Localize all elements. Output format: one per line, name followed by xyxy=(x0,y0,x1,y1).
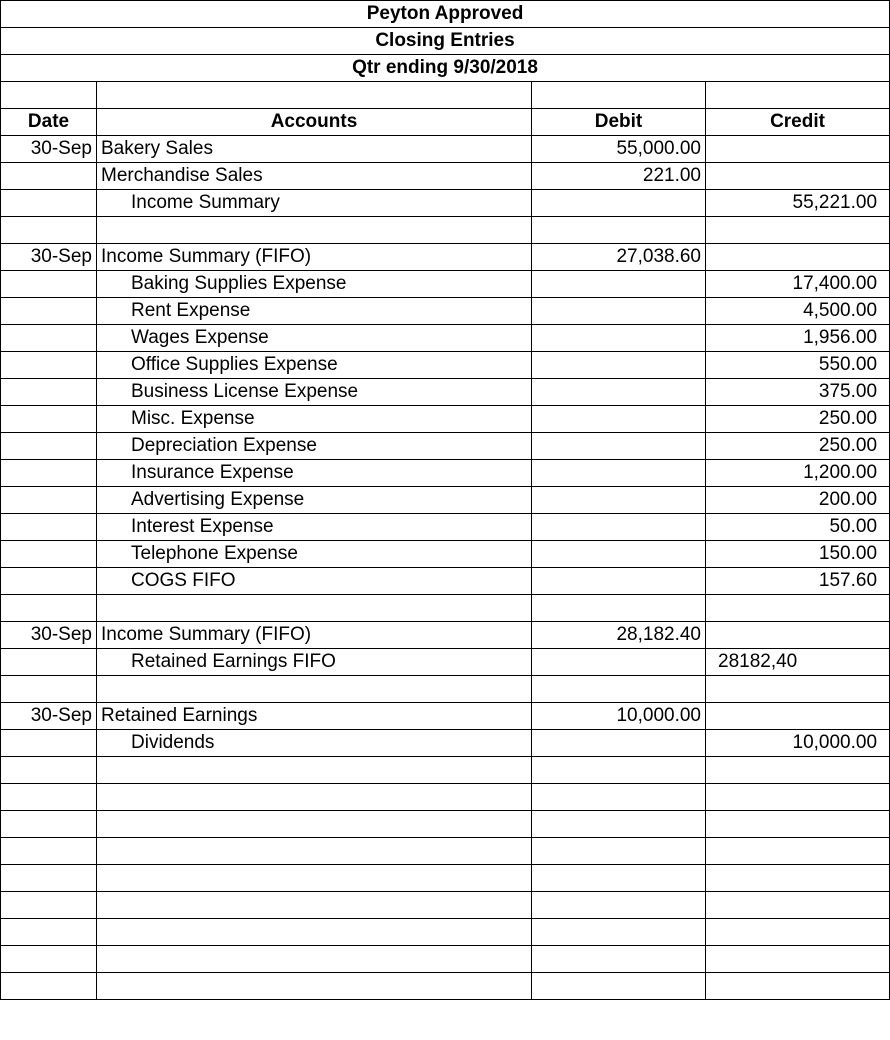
cell-date xyxy=(1,892,97,919)
cell-account xyxy=(97,217,532,244)
cell-debit: 221.00 xyxy=(532,163,706,190)
cell-date xyxy=(1,325,97,352)
cell-credit xyxy=(706,676,890,703)
cell-account: Merchandise Sales xyxy=(97,163,532,190)
cell-credit: 550.00 xyxy=(706,352,890,379)
cell-date xyxy=(1,811,97,838)
table-row xyxy=(1,919,890,946)
cell-debit xyxy=(532,973,706,1000)
cell-credit xyxy=(706,811,890,838)
cell-credit xyxy=(706,865,890,892)
cell-date xyxy=(1,541,97,568)
cell-credit xyxy=(706,703,890,730)
cell-credit: 200.00 xyxy=(706,487,890,514)
table-row xyxy=(1,973,890,1000)
title-row-company xyxy=(1,1,890,28)
table-row xyxy=(1,352,890,379)
journal-body xyxy=(1,1,890,1000)
cell-debit xyxy=(532,487,706,514)
cell-debit xyxy=(532,352,706,379)
spacer-cell xyxy=(97,82,532,109)
table-row xyxy=(1,190,890,217)
cell-account: Telephone Expense xyxy=(97,541,532,568)
cell-debit xyxy=(532,217,706,244)
cell-debit xyxy=(532,595,706,622)
cell-date xyxy=(1,973,97,1000)
period-title: Qtr ending 9/30/2018 xyxy=(1,55,890,82)
spacer-cell xyxy=(532,82,706,109)
cell-credit xyxy=(706,946,890,973)
table-row xyxy=(1,514,890,541)
cell-date xyxy=(1,298,97,325)
cell-debit xyxy=(532,946,706,973)
cell-credit: 55,221.00 xyxy=(706,190,890,217)
table-row xyxy=(1,757,890,784)
cell-credit: 17,400.00 xyxy=(706,271,890,298)
cell-credit xyxy=(706,136,890,163)
cell-account xyxy=(97,757,532,784)
cell-date xyxy=(1,568,97,595)
cell-date: 30-Sep xyxy=(1,703,97,730)
company-title: Peyton Approved xyxy=(1,1,890,28)
cell-credit xyxy=(706,838,890,865)
cell-credit xyxy=(706,784,890,811)
cell-account xyxy=(97,919,532,946)
cell-credit: 28182,40 xyxy=(706,649,890,676)
cell-credit xyxy=(706,973,890,1000)
cell-debit xyxy=(532,541,706,568)
cell-account xyxy=(97,946,532,973)
cell-debit xyxy=(532,271,706,298)
cell-credit: 10,000.00 xyxy=(706,730,890,757)
cell-account: Rent Expense xyxy=(97,298,532,325)
cell-credit: 150.00 xyxy=(706,541,890,568)
cell-debit xyxy=(532,568,706,595)
cell-debit xyxy=(532,514,706,541)
spacer-cell xyxy=(1,82,97,109)
cell-debit xyxy=(532,298,706,325)
cell-account xyxy=(97,865,532,892)
table-row xyxy=(1,433,890,460)
cell-date xyxy=(1,919,97,946)
cell-credit: 1,200.00 xyxy=(706,460,890,487)
cell-date xyxy=(1,352,97,379)
cell-date xyxy=(1,865,97,892)
cell-credit xyxy=(706,244,890,271)
table-row xyxy=(1,622,890,649)
table-row xyxy=(1,271,890,298)
cell-date xyxy=(1,946,97,973)
cell-date xyxy=(1,595,97,622)
table-row xyxy=(1,892,890,919)
column-header-debit: Debit xyxy=(532,109,706,136)
cell-debit: 10,000.00 xyxy=(532,703,706,730)
table-row xyxy=(1,244,890,271)
cell-credit: 250.00 xyxy=(706,406,890,433)
cell-credit xyxy=(706,892,890,919)
cell-debit xyxy=(532,811,706,838)
cell-credit: 375.00 xyxy=(706,379,890,406)
cell-credit: 1,956.00 xyxy=(706,325,890,352)
cell-date: 30-Sep xyxy=(1,622,97,649)
cell-account: Bakery Sales xyxy=(97,136,532,163)
table-row xyxy=(1,163,890,190)
table-row xyxy=(1,838,890,865)
cell-credit xyxy=(706,757,890,784)
cell-account: Retained Earnings xyxy=(97,703,532,730)
cell-account xyxy=(97,676,532,703)
table-row xyxy=(1,460,890,487)
cell-date xyxy=(1,730,97,757)
cell-account: Wages Expense xyxy=(97,325,532,352)
cell-debit xyxy=(532,784,706,811)
cell-debit: 55,000.00 xyxy=(532,136,706,163)
cell-account xyxy=(97,838,532,865)
cell-credit: 157.60 xyxy=(706,568,890,595)
cell-account: Advertising Expense xyxy=(97,487,532,514)
table-row xyxy=(1,379,890,406)
column-header-date: Date xyxy=(1,109,97,136)
cell-credit xyxy=(706,163,890,190)
cell-debit: 27,038.60 xyxy=(532,244,706,271)
cell-debit xyxy=(532,460,706,487)
spacer-row xyxy=(1,82,890,109)
cell-date xyxy=(1,676,97,703)
cell-debit xyxy=(532,919,706,946)
table-row xyxy=(1,406,890,433)
table-row xyxy=(1,784,890,811)
table-row xyxy=(1,325,890,352)
cell-date xyxy=(1,271,97,298)
cell-credit xyxy=(706,622,890,649)
table-row xyxy=(1,541,890,568)
table-row xyxy=(1,703,890,730)
cell-date xyxy=(1,838,97,865)
table-row xyxy=(1,676,890,703)
cell-date xyxy=(1,784,97,811)
cell-debit xyxy=(532,433,706,460)
title-row-period xyxy=(1,55,890,82)
cell-date: 30-Sep xyxy=(1,244,97,271)
table-row xyxy=(1,568,890,595)
cell-account: Depreciation Expense xyxy=(97,433,532,460)
cell-credit xyxy=(706,919,890,946)
cell-account: Misc. Expense xyxy=(97,406,532,433)
table-row xyxy=(1,136,890,163)
cell-account: Retained Earnings FIFO xyxy=(97,649,532,676)
cell-credit: 250.00 xyxy=(706,433,890,460)
cell-date xyxy=(1,163,97,190)
table-row xyxy=(1,487,890,514)
report-title: Closing Entries xyxy=(1,28,890,55)
cell-date xyxy=(1,487,97,514)
cell-debit xyxy=(532,379,706,406)
cell-date xyxy=(1,379,97,406)
cell-debit xyxy=(532,757,706,784)
column-header-credit: Credit xyxy=(706,109,890,136)
column-header-row xyxy=(1,109,890,136)
title-row-report xyxy=(1,28,890,55)
table-row xyxy=(1,811,890,838)
cell-credit: 4,500.00 xyxy=(706,298,890,325)
cell-account: Office Supplies Expense xyxy=(97,352,532,379)
cell-date xyxy=(1,757,97,784)
table-row xyxy=(1,946,890,973)
table-row xyxy=(1,730,890,757)
cell-account: Baking Supplies Expense xyxy=(97,271,532,298)
cell-debit xyxy=(532,730,706,757)
cell-debit xyxy=(532,865,706,892)
cell-account: Interest Expense xyxy=(97,514,532,541)
cell-account: Business License Expense xyxy=(97,379,532,406)
cell-account xyxy=(97,892,532,919)
cell-account xyxy=(97,973,532,1000)
cell-account: Insurance Expense xyxy=(97,460,532,487)
cell-account xyxy=(97,595,532,622)
cell-date xyxy=(1,217,97,244)
cell-account: Dividends xyxy=(97,730,532,757)
cell-debit: 28,182.40 xyxy=(532,622,706,649)
cell-date xyxy=(1,406,97,433)
cell-account xyxy=(97,784,532,811)
cell-account: COGS FIFO xyxy=(97,568,532,595)
cell-credit: 50.00 xyxy=(706,514,890,541)
spacer-cell xyxy=(706,82,890,109)
cell-debit xyxy=(532,892,706,919)
table-row xyxy=(1,595,890,622)
cell-date: 30-Sep xyxy=(1,136,97,163)
cell-debit xyxy=(532,649,706,676)
cell-account xyxy=(97,811,532,838)
cell-date xyxy=(1,433,97,460)
cell-account: Income Summary xyxy=(97,190,532,217)
cell-debit xyxy=(532,325,706,352)
cell-account: Income Summary (FIFO) xyxy=(97,244,532,271)
cell-account: Income Summary (FIFO) xyxy=(97,622,532,649)
cell-date xyxy=(1,649,97,676)
cell-credit xyxy=(706,595,890,622)
table-row xyxy=(1,649,890,676)
cell-debit xyxy=(532,676,706,703)
cell-date xyxy=(1,190,97,217)
table-row xyxy=(1,298,890,325)
column-header-accounts: Accounts xyxy=(97,109,532,136)
table-row xyxy=(1,217,890,244)
cell-date xyxy=(1,460,97,487)
cell-debit xyxy=(532,406,706,433)
cell-date xyxy=(1,514,97,541)
table-row xyxy=(1,865,890,892)
cell-debit xyxy=(532,838,706,865)
cell-credit xyxy=(706,217,890,244)
cell-debit xyxy=(532,190,706,217)
